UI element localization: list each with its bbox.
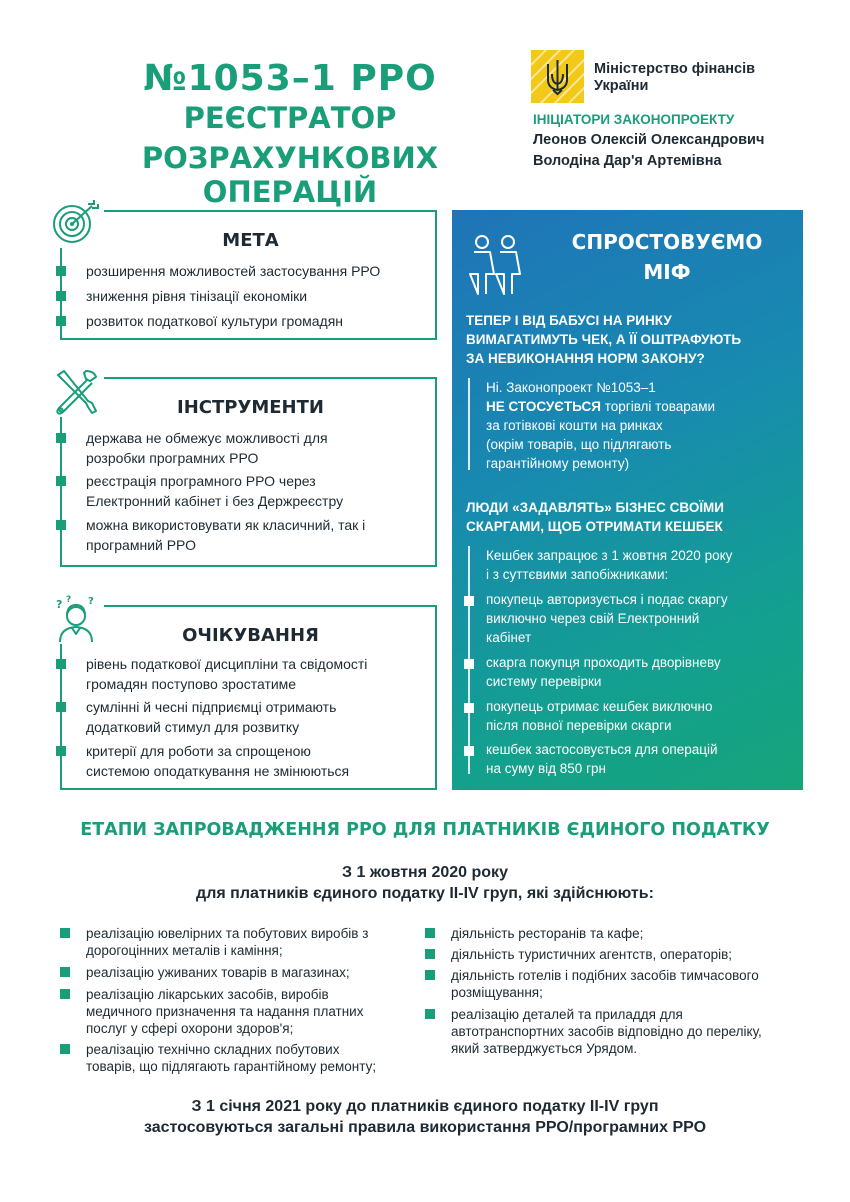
myth-title: МІФ [643, 260, 691, 284]
bullet [464, 703, 474, 713]
thinking-person-icon [48, 594, 104, 644]
bullet [464, 596, 474, 606]
myth-panel [452, 210, 803, 790]
bullet [464, 659, 474, 669]
doc-title-line1: РЕЄСТРАТОР [183, 101, 397, 135]
trident-logo [531, 50, 584, 103]
expectations-title: ОЧІКУВАННЯ [182, 625, 319, 646]
list-item: скарга покупця проходить дворівневу систему перевірки [486, 655, 721, 689]
initiator-name: Володіна Дар'я Артемівна [533, 153, 722, 169]
myth-question: ЛЮДИ «ЗАДАВЛЯТЬ» БІЗНЕС СВОЇМИ СКАРГАМИ, ЩОБ ОТРИМАТИ КЕШБЕК [466, 500, 725, 534]
svg-text:?: ? [88, 596, 94, 607]
ministry-name: Міністерство фінансів України [594, 61, 756, 94]
bullet [464, 746, 474, 756]
target-icon [48, 198, 104, 248]
divider [468, 378, 470, 470]
list-item: кешбек застосовується для операцій на суму від 850 грн [486, 742, 718, 776]
stage-subtitle: для платників єдиного податку ІІ-IV груп, які здійснюють: [196, 885, 654, 902]
myth-answer: Кешбек запрацює з 1 жовтня 2020 року і з суттєвими запобіжниками: [486, 548, 733, 582]
initiators-title: ІНІЦІАТОРИ ЗАКОНОПРОЕКТУ [533, 112, 735, 127]
svg-text:?: ? [56, 598, 63, 611]
final-note: З 1 січня 2021 року до платників єдиного податку ІІ-IV груп [191, 1098, 659, 1115]
initiator-name: Леонов Олексій Олександрович [533, 132, 765, 148]
myth-answer: Ні. Законопроект №1053–1 НЕ СТОСУЄТЬСЯ торгівлі товарами за готівкові кошти на ринках (окрім товарів, що підлягають гарантійному ремонту) [486, 380, 716, 471]
stages-title: ЕТАПИ ЗАПРОВАДЖЕННЯ РРО ДЛЯ ПЛАТНИКІВ ЄДИНОГО ПОДАТКУ [80, 820, 770, 840]
tools-title: ІНСТРУМЕНТИ [177, 397, 324, 418]
list-item: покупець авторизується і подає скаргу виключно через свій Електронний кабінет [486, 592, 728, 645]
goal-box: МЕТА розширення можливостей застосування РРО зниження рівня тінізації економіки розвиток податкової культури громадян [60, 210, 437, 340]
goal-title: МЕТА [222, 230, 279, 251]
stage-date: З 1 жовтня 2020 року [342, 864, 508, 881]
myth-title: СПРОСТОВУЄМО [571, 230, 763, 254]
expectations-box: ОЧІКУВАННЯ рівень податкової дисципліни та свідомості громадян поступово зростатиме сумлінні й чесні підприємці отримають додатковий стимул для розвитку критерії для роботи за спрощеною системою оподаткування не змінюються [60, 605, 437, 790]
tools-icon [48, 367, 104, 417]
svg-text:?: ? [66, 595, 72, 605]
myth-question: ТЕПЕР І ВІД БАБУСІ НА РИНКУ ВИМАГАТИМУТЬ ЧЕК, А ЇЇ ОШТРАФУЮТЬ ЗА НЕВИКОНАННЯ НОРМ ЗАКОНУ? [466, 313, 742, 366]
people-talking-icon [467, 232, 523, 298]
law-number: №1053–1 РРО [143, 58, 437, 99]
list-item: покупець отримає кешбек виключно після повної перевірки скарги [486, 699, 713, 733]
tools-box: ІНСТРУМЕНТИ держава не обмежує можливості для розробки програмних РРО реєстрація програмного РРО через Електронний кабінет і без Держреєстру можна використовувати як класичний, так і програмний РРО [60, 377, 437, 567]
final-note: застосовуються загальні правила використання РРО/програмних РРО [143, 1119, 707, 1136]
doc-title-line2: РОЗРАХУНКОВИХ ОПЕРАЦІЙ [141, 141, 439, 209]
